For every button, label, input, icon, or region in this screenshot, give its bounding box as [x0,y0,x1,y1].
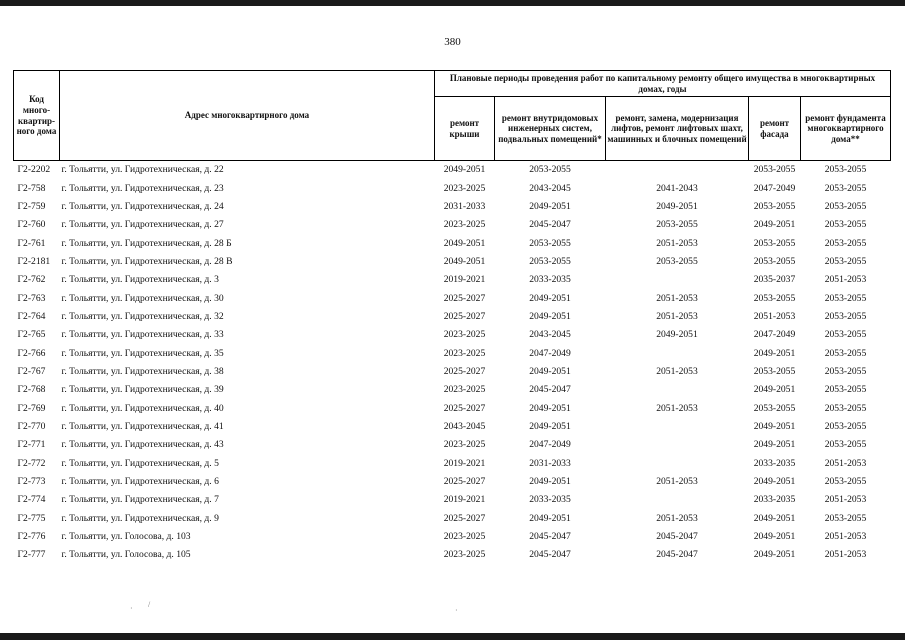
row-foundation: 2053-2055 [824,439,867,451]
row-foundation: 2053-2055 [824,292,867,304]
row-lifts: 2051-2053 [656,365,698,377]
row-address: г. Тольятти, ул. Гидротехническая, д. 35 [61,347,224,359]
row-foundation: 2053-2055 [824,512,867,524]
row-facade: 2049-2051 [753,384,796,396]
row-lifts: 2051-2053 [656,310,698,322]
row-roof: 2023-2025 [443,384,486,396]
row-code: Г2-759 [17,200,46,212]
row-address: г. Тольятти, ул. Гидротехническая, д. 27 [61,219,224,231]
row-roof: 2025-2027 [443,402,486,414]
row-foundation: 2053-2055 [824,329,867,341]
row-lifts: 2041-2043 [656,182,698,194]
row-lifts: 2051-2053 [656,292,698,304]
row-facade: 2053-2055 [753,292,796,304]
row-facade: 2053-2055 [753,164,796,176]
header-group: Плановые периоды проведения работ по капитальному ремонту общего имущества в многоквартирных домах, годы [435,71,891,97]
row-code: Г2-771 [17,439,46,451]
row-roof: 2019-2021 [443,274,486,286]
table-row [14,510,891,528]
row-facade: 2049-2051 [753,439,796,451]
row-roof: 2019-2021 [443,494,486,506]
header-facade: ремонт фасада [749,97,801,161]
row-lifts: 2053-2055 [656,255,698,267]
row-systems: 2049-2051 [529,476,571,488]
row-lifts: 2049-2051 [656,200,698,212]
table-row [14,436,891,454]
row-roof: 2049-2051 [443,237,486,249]
row-roof: 2049-2051 [443,255,486,267]
row-roof: 2023-2025 [443,329,486,341]
row-roof: 2025-2027 [443,365,486,377]
row-code: Г2-770 [17,420,46,432]
table-row [14,253,891,271]
row-roof: 2025-2027 [443,476,486,488]
table-row [14,344,891,362]
row-address: г. Тольятти, ул. Гидротехническая, д. 40 [61,402,224,414]
row-address: г. Тольятти, ул. Гидротехническая, д. 38 [61,365,224,377]
row-code: Г2-775 [17,512,46,524]
row-roof: 2023-2025 [443,347,486,359]
row-code: Г2-758 [17,182,46,194]
row-systems: 2049-2051 [529,365,571,377]
header-roof: ремонт крыши [435,97,495,161]
row-code: Г2-760 [17,219,46,231]
row-foundation: 2051-2053 [824,549,867,561]
row-address: г. Тольятти, ул. Гидротехническая, д. 22 [61,164,224,176]
repair-schedule-table [13,70,891,565]
row-lifts [606,161,749,180]
table-row [14,161,891,180]
row-systems: 2033-2035 [529,494,571,506]
row-address: г. Тольятти, ул. Гидротехническая, д. 33 [61,329,224,341]
row-address: г. Тольятти, ул. Гидротехническая, д. 23 [61,182,224,194]
row-code: Г2-767 [17,365,46,377]
row-foundation: 2053-2055 [824,310,867,322]
row-systems: 2053-2055 [529,164,571,176]
row-foundation: 2053-2055 [824,402,867,414]
row-systems: 2045-2047 [529,549,571,561]
row-code: Г2-773 [17,476,46,488]
row-address: г. Тольятти, ул. Гидротехническая, д. 32 [61,310,224,322]
row-code: Г2-765 [17,329,46,341]
row-facade: 2033-2035 [753,457,796,469]
row-address: г. Тольятти, ул. Гидротехническая, д. 6 [61,476,219,488]
row-address: г. Тольятти, ул. Гидротехническая, д. 3 [61,274,219,286]
scan-speck: · [455,606,458,615]
row-roof: 2019-2021 [443,457,486,469]
row-facade: 2035-2037 [753,274,796,286]
row-code: Г2-777 [17,549,46,561]
table-row [14,308,891,326]
row-systems: 2053-2055 [529,255,571,267]
table-row [14,179,891,197]
row-lifts: 2051-2053 [656,512,698,524]
row-systems: 2049-2051 [529,402,571,414]
row-lifts: 2053-2055 [656,219,698,231]
row-address: г. Тольятти, ул. Гидротехническая, д. 30 [61,292,224,304]
row-systems: 2045-2047 [529,531,571,543]
row-systems: 2043-2045 [529,182,571,194]
row-code: Г2-764 [17,310,46,322]
row-lifts [606,491,749,509]
row-roof: 2023-2025 [443,531,486,543]
table-row [14,418,891,436]
row-systems: 2043-2045 [529,329,571,341]
row-systems: 2049-2051 [529,200,571,212]
row-lifts: 2045-2047 [656,549,698,561]
row-code: Г2-766 [17,347,46,359]
row-foundation: 2053-2055 [824,420,867,432]
row-code: Г2-762 [17,274,46,286]
scan-top-border [0,0,905,6]
row-facade: 2053-2055 [753,200,796,212]
table-row [14,234,891,252]
table-row [14,271,891,289]
row-code: Г2-768 [17,384,46,396]
row-facade: 2049-2051 [753,531,796,543]
row-facade: 2049-2051 [753,512,796,524]
header-lifts: ремонт, замена, модернизация лифтов, ремонт лифтовых шахт, машинных и блочных помещений [606,97,749,161]
row-systems: 2045-2047 [529,219,571,231]
row-code: Г2-774 [17,494,46,506]
row-facade: 2053-2055 [753,255,796,267]
scan-speck: · [130,604,133,613]
row-roof: 2023-2025 [443,182,486,194]
row-address: г. Тольятти, ул. Гидротехническая, д. 28 В [61,255,233,267]
row-facade: 2053-2055 [753,402,796,414]
row-facade: 2047-2049 [753,182,796,194]
row-foundation: 2053-2055 [824,219,867,231]
row-address: г. Тольятти, ул. Голосова, д. 103 [61,531,191,543]
row-facade: 2047-2049 [753,329,796,341]
scan-bottom-border [0,633,905,640]
table-row [14,198,891,216]
row-systems: 2053-2055 [529,237,571,249]
page-number: 380 [444,36,461,48]
row-systems: 2049-2051 [529,310,571,322]
row-code: Г2-2202 [17,164,51,176]
table-row [14,473,891,491]
row-roof: 2049-2051 [443,164,486,176]
row-facade: 2051-2053 [753,310,796,322]
row-systems: 2047-2049 [529,347,571,359]
row-systems: 2033-2035 [529,274,571,286]
row-lifts [606,418,749,436]
row-foundation: 2053-2055 [824,182,867,194]
row-lifts: 2049-2051 [656,329,698,341]
row-address: г. Тольятти, ул. Гидротехническая, д. 41 [61,420,224,432]
row-foundation: 2053-2055 [824,365,867,377]
row-foundation: 2051-2053 [824,494,867,506]
row-address: г. Тольятти, ул. Гидротехническая, д. 7 [61,494,219,506]
row-foundation: 2053-2055 [824,384,867,396]
row-lifts [606,271,749,289]
table-row [14,381,891,399]
row-address: г. Тольятти, ул. Гидротехническая, д. 28 Б [61,237,232,249]
row-foundation: 2051-2053 [824,531,867,543]
row-roof: 2043-2045 [443,420,486,432]
row-code: Г2-2181 [17,255,51,267]
row-systems: 2049-2051 [529,512,571,524]
header-foundation: ремонт фундамента многоквартирного дома** [801,97,891,161]
row-lifts: 2051-2053 [656,476,698,488]
row-lifts: 2051-2053 [656,402,698,414]
row-code: Г2-772 [17,457,46,469]
row-foundation: 2053-2055 [824,200,867,212]
row-roof: 2025-2027 [443,292,486,304]
row-facade: 2033-2035 [753,494,796,506]
row-address: г. Тольятти, ул. Гидротехническая, д. 5 [61,457,219,469]
table-row [14,399,891,417]
row-lifts: 2051-2053 [656,237,698,249]
table-row [14,363,891,381]
header-code: Код много-квартир-ного дома [14,71,60,161]
row-systems: 2049-2051 [529,420,571,432]
table-row [14,216,891,234]
row-foundation: 2053-2055 [824,164,867,176]
row-code: Г2-776 [17,531,46,543]
row-lifts: 2045-2047 [656,531,698,543]
row-code: Г2-761 [17,237,46,249]
row-roof: 2025-2027 [443,512,486,524]
row-facade: 2049-2051 [753,347,796,359]
row-roof: 2025-2027 [443,310,486,322]
row-code: Г2-763 [17,292,46,304]
row-systems: 2045-2047 [529,384,571,396]
row-foundation: 2051-2053 [824,457,867,469]
row-code: Г2-769 [17,402,46,414]
row-foundation: 2053-2055 [824,255,867,267]
row-systems: 2049-2051 [529,292,571,304]
row-address: г. Тольятти, ул. Гидротехническая, д. 9 [61,512,219,524]
row-facade: 2049-2051 [753,476,796,488]
row-lifts [606,381,749,399]
row-systems: 2047-2049 [529,439,571,451]
row-facade: 2049-2051 [753,219,796,231]
row-lifts [606,436,749,454]
row-facade: 2053-2055 [753,365,796,377]
row-lifts [606,344,749,362]
scan-speck: / [148,600,151,609]
table-row [14,491,891,509]
row-foundation: 2053-2055 [824,476,867,488]
row-foundation: 2053-2055 [824,347,867,359]
header-address: Адрес многоквартирного дома [60,71,435,161]
table-row [14,455,891,473]
table-row [14,528,891,546]
table-row [14,289,891,307]
row-foundation: 2053-2055 [824,237,867,249]
row-roof: 2023-2025 [443,219,486,231]
row-roof: 2031-2033 [443,200,486,212]
row-roof: 2023-2025 [443,549,486,561]
row-facade: 2053-2055 [753,237,796,249]
row-address: г. Тольятти, ул. Гидротехническая, д. 39 [61,384,224,396]
row-systems: 2031-2033 [529,457,571,469]
row-address: г. Тольятти, ул. Гидротехническая, д. 24 [61,200,224,212]
row-foundation: 2051-2053 [824,274,867,286]
row-address: г. Тольятти, ул. Гидротехническая, д. 43 [61,439,224,451]
row-facade: 2049-2051 [753,420,796,432]
table-row [14,546,891,564]
table-row [14,326,891,344]
row-roof: 2023-2025 [443,439,486,451]
row-facade: 2049-2051 [753,549,796,561]
row-address: г. Тольятти, ул. Голосова, д. 105 [61,549,191,561]
header-systems: ремонт внутридомовых инженерных систем, подвальных помещений* [495,97,606,161]
row-lifts [606,455,749,473]
